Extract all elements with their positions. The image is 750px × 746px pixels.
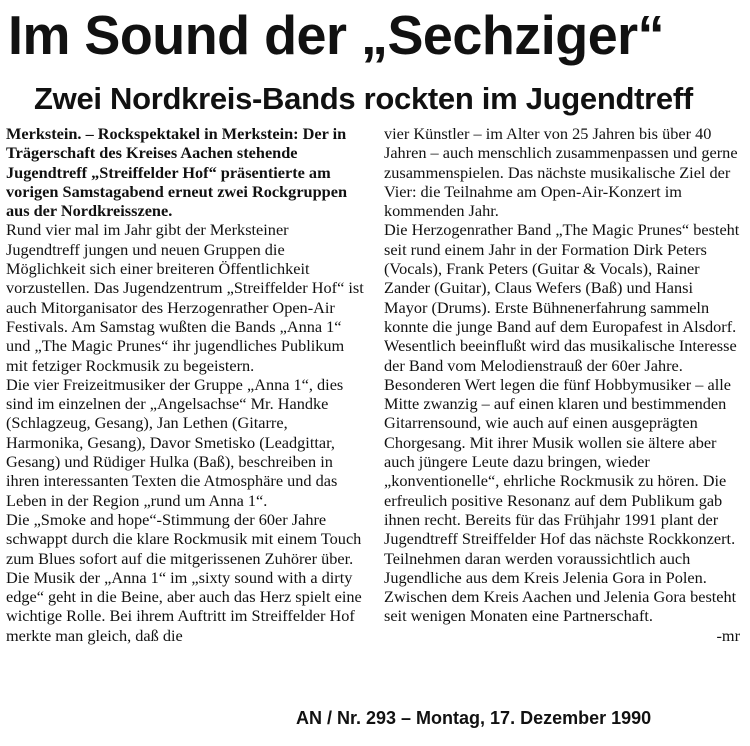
right-column <box>384 124 740 645</box>
left-column <box>6 124 366 645</box>
body-paragraph: Die vier Freizeitmusiker der Gruppe „Anna 1“, dies sind im einzelnen der „Angelsachse“ Mr. Handke (Schlagzeug, Gesang), Jan Lethen (Gitarre, Harmonika, Gesang), Davor Smetisko (Leadgittar, Gesang) und Rüdiger Hulka (Baß), beschreiben in ihren interessanten Texten die Atmosphäre und das Leben in der Region „rund um Anna 1“. <box>6 374 344 510</box>
body-paragraph: Die Herzogenrather Band „The Magic Prunes“ besteht seit rund einem Jahr in der Formation Dirk Peters (Vocals), Frank Peters (Guitar & Vocals), Rainer Zander (Guitar), Claus Wefers (Baß) und Hansi Mayor (Drums). Erste Bühnenerfahrung sammeln konnte die junge Band auf dem Europafest in Alsdorf. Wesentlich beeinflußt wird das musikalische Interesse der Band vom Melodienstrauß der 60er Jahre. Besonderen Wert legen die fünf Hobbymusiker – alle Mitte zwanzig – auf einen klaren und bestimmenden Gitarrensound, wie auch auf einen ausgeprägten Chorgesang. Mit ihrer Musik wollen sie ältere aber auch jüngere Leute dazu bringen, wieder „konventionelle“, ehrliche Rockmusik zu hören. Die erfreulich positive Resonanz auf dem Publikum gab ihnen recht. Bereits für das Frühjahr 1991 plant der Jugendtreff Streiffelder Hof das nächste Rockkonzert. Teilnehmen daran werden voraussichtlich auch Jugendliche aus dem Kreis Jelenia Gora in Polen. Zwischen dem Kreis Aachen und Jelenia Gora besteht seit wenigen Monaten eine Partnerschaft. <box>384 220 740 626</box>
author-signature: -mr <box>716 625 740 645</box>
body-paragraph: Rund vier mal im Jahr gibt der Merksteiner Jugendtreff jungen und neuen Gruppen die Möglichkeit sich einer breiteren Öffentlichkeit vorzustellen. Das Jugendzentrum „Streiffelder Hof“ ist auch Mitorganisator des Herzogenrather Open-Air Festivals. Am Samstag wußten die Bands „Anna 1“ und „The Magic Prunes“ ihr jugendliches Publikum mit fetziger Rockmusik zu begeistern. <box>6 220 364 375</box>
lead-paragraph: Merkstein. – Rockspektakel in Merkstein: Der in Trägerschaft des Kreises Aachen stehende Jugendtreff „Streiffelder Hof“ präsentierte am vorigen Samstagabend erneut zwei Rockgruppen aus der Nordkreisszene. <box>6 124 347 221</box>
body-paragraph: Die „Smoke and hope“-Stimmung der 60er Jahre schwappt durch die klare Rockmusik mit einem Touch zum Blues sofort auf die mitgerissenen Zuhörer über. Die Musik der „Anna 1“ im „sixty sound with a dirty edge“ geht in die Beine, aber auch das Herz spielt eine wichtige Rolle. Bei ihrem Auftritt im Streiffelder Hof merkte man gleich, daß die <box>6 509 362 645</box>
subheadline: Zwei Nordkreis-Bands rockten im Jugendtreff <box>34 81 693 116</box>
body-paragraph: vier Künstler – im Alter von 25 Jahren bis über 40 Jahren – auch menschlich zusammenpassen und gerne zusammenspielen. Das nächste musikalische Ziel der Vier: die Teilnahme am Open-Air-Konzert im kommenden Jahr. <box>384 124 738 221</box>
headline: Im Sound der „Sechziger“ <box>8 4 665 66</box>
publication-footer: AN / Nr. 293 – Montag, 17. Dezember 1990 <box>296 708 652 728</box>
